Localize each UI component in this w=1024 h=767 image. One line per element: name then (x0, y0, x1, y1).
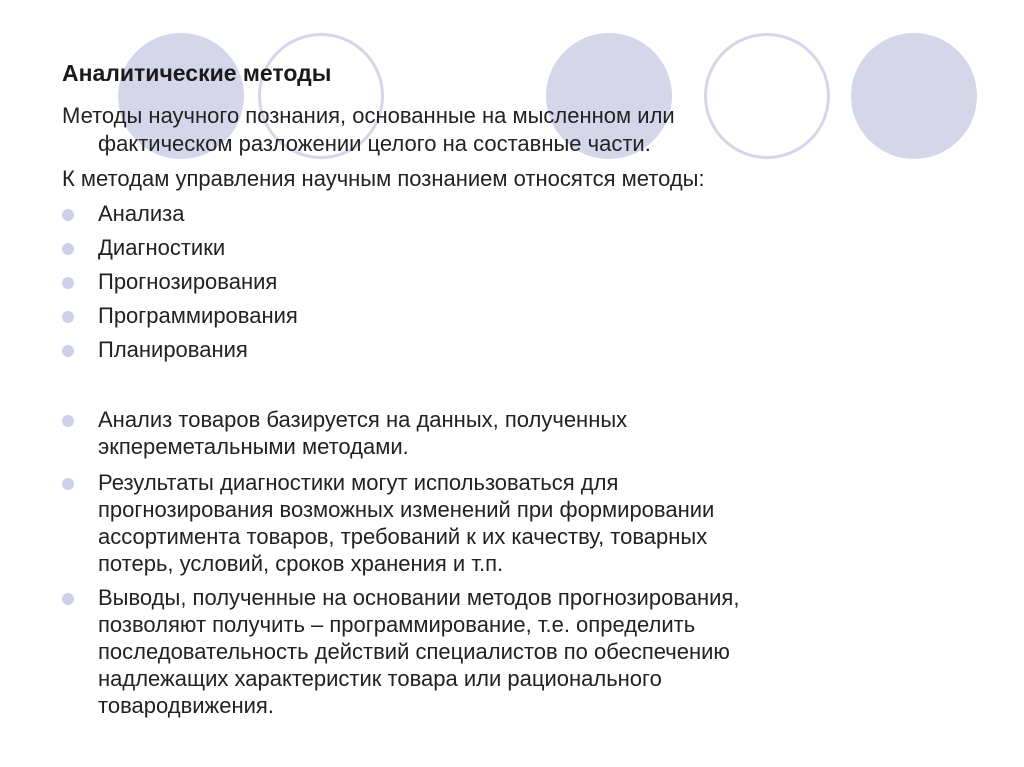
bullet-icon (62, 345, 74, 357)
note-line: Выводы, полученные на основании методов прогнозирования, (98, 585, 740, 610)
bullet-icon (62, 277, 74, 289)
method-label: Диагностики (98, 235, 226, 260)
method-label: Планирования (98, 337, 248, 362)
note-line: Результаты диагностики могут использоваться для (98, 470, 619, 495)
method-item (62, 268, 962, 298)
bullet-icon (62, 311, 74, 323)
decor-circle-filled-3 (851, 33, 977, 159)
note-item (62, 469, 962, 581)
method-label: Анализа (98, 201, 185, 226)
note-text (98, 584, 739, 719)
method-item (62, 200, 962, 230)
note-line: надлежащих характеристик товара или рационального (98, 666, 662, 691)
note-item (62, 584, 962, 724)
note-line: ассортимента товаров, требований к их качеству, товарных (98, 524, 708, 549)
bullet-icon (62, 415, 74, 427)
note-line: прогнозирования возможных изменений при формировании (98, 497, 715, 522)
bullet-icon (62, 593, 74, 605)
intro-text-line-1: Методы научного познания, основанные на мысленном или (62, 103, 675, 128)
decor-circle-ring-2 (704, 33, 830, 159)
bullet-icon (62, 209, 74, 221)
note-item (62, 406, 962, 466)
note-line: позволяют получить – программирование, т.е. определить (98, 612, 696, 637)
method-label: Прогнозирования (98, 269, 278, 294)
method-item (62, 336, 962, 366)
note-line: экпереметальными методами. (98, 434, 409, 459)
intro-text-line-2: фактическом разложении целого на составные части. (98, 131, 651, 156)
bullet-icon (62, 478, 74, 490)
note-text (98, 406, 627, 460)
method-label: Программирования (98, 303, 298, 328)
slide-title: Аналитические методы (62, 60, 332, 86)
note-line: потерь, условий, сроков хранения и т.п. (98, 551, 504, 576)
note-line: последовательность действий специалистов по обеспечению (98, 639, 730, 664)
bullet-icon (62, 243, 74, 255)
note-line: Анализ товаров базируется на данных, полученных (98, 407, 628, 432)
note-text (98, 469, 714, 577)
method-item (62, 234, 962, 264)
methods-intro-text: К методам управления научным познанием относятся методы: (62, 166, 705, 191)
note-line: товародвижения. (98, 693, 274, 718)
method-item (62, 302, 962, 332)
